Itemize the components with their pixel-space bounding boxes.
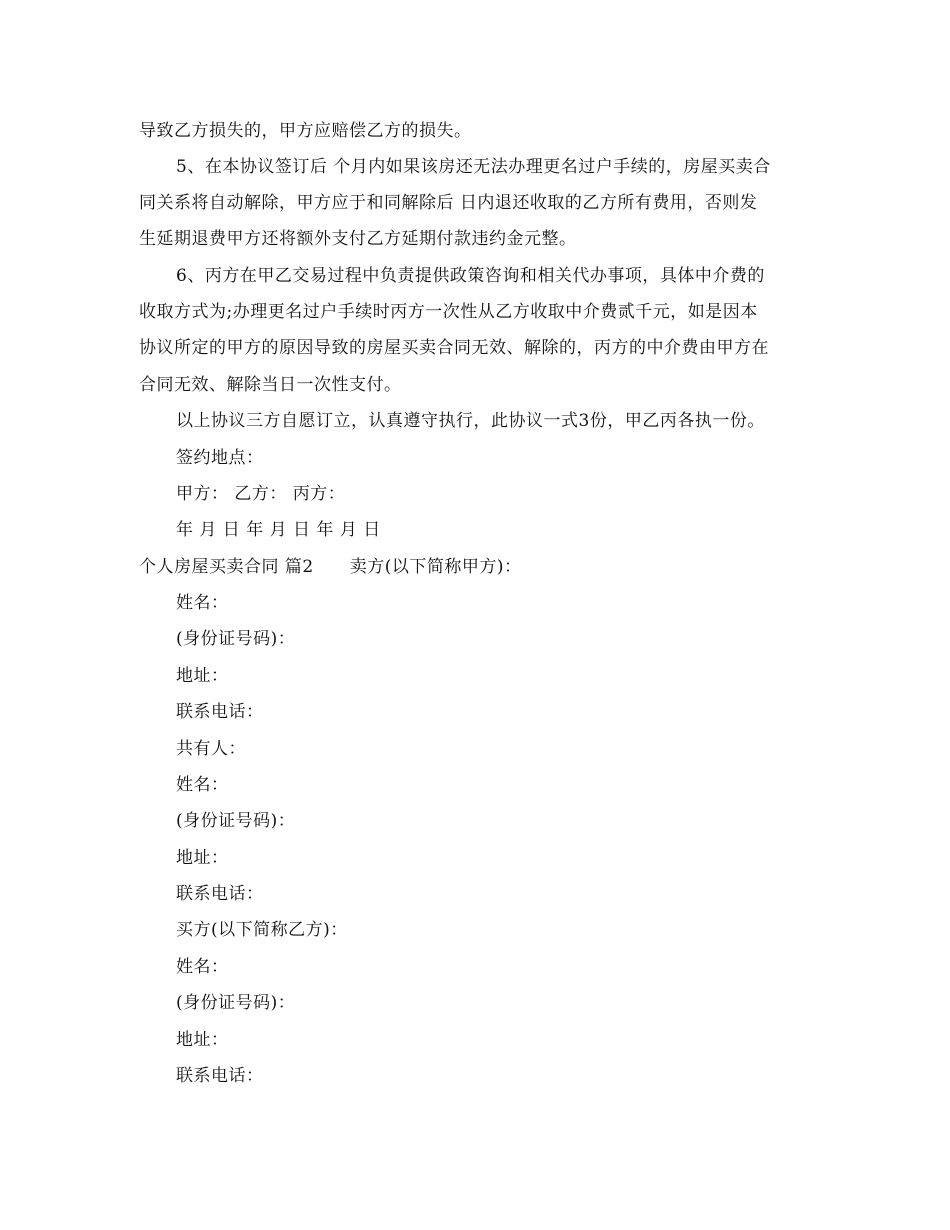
paragraph-line: 以上协议三方自愿订立，认真遵守执行，此协议一式3份，甲乙丙各执一份。	[176, 411, 765, 431]
signing-place-label: 签约地点：	[176, 448, 264, 468]
signature-dates: 年 月 日 年 月 日 年 月 日	[176, 520, 381, 540]
field-label: 共有人：	[176, 739, 246, 759]
field-label: 地址：	[176, 666, 229, 686]
field-label: (身份证号码)：	[176, 993, 296, 1013]
field-label: 联系电话：	[176, 702, 264, 722]
field-label: 姓名：	[176, 775, 229, 795]
field-label: 联系电话：	[176, 884, 264, 904]
party-signature-labels: 甲方： 乙方： 丙方：	[176, 484, 346, 504]
paragraph-line: 同关系将自动解除，甲方应于和同解除后 日内退还收取的乙方所有费用，否则发	[139, 193, 758, 213]
field-label: 联系电话：	[176, 1066, 264, 1086]
buyer-heading: 买方(以下简称乙方)：	[176, 920, 348, 940]
paragraph-line: 6、丙方在甲乙交易过程中负责提供政策咨询和相关代办事项，具体中介费的	[176, 266, 765, 286]
field-label: 姓名：	[176, 593, 229, 613]
paragraph-line: 合同无效、解除当日一次性支付。	[139, 375, 402, 395]
paragraph-line: 生延期退费甲方还将额外支付乙方延期付款违约金元整。	[139, 229, 577, 249]
field-label: 地址：	[176, 1030, 229, 1050]
paragraph-line: 收取方式为;办理更名过户手续时丙方一次性从乙方收取中介费贰千元，如是因本	[139, 302, 758, 322]
field-label: 地址：	[176, 848, 229, 868]
contract-heading	[139, 557, 829, 577]
field-label: 姓名：	[176, 957, 229, 977]
paragraph-line: 协议所定的甲方的原因导致的房屋买卖合同无效、解除的，丙方的中介费由甲方在	[139, 338, 769, 358]
field-label: (身份证号码)：	[176, 629, 296, 649]
paragraph-line: 导致乙方损失的，甲方应赔偿乙方的损失。	[139, 121, 472, 141]
contract-title: 个人房屋买卖合同 篇2	[139, 557, 314, 577]
seller-heading: 卖方(以下简称甲方)：	[349, 557, 522, 577]
field-label: (身份证号码)：	[176, 811, 296, 831]
paragraph-line: 5、在本协议签订后 个月内如果该房还无法办理更名过户手续的，房屋买卖合	[176, 157, 771, 177]
